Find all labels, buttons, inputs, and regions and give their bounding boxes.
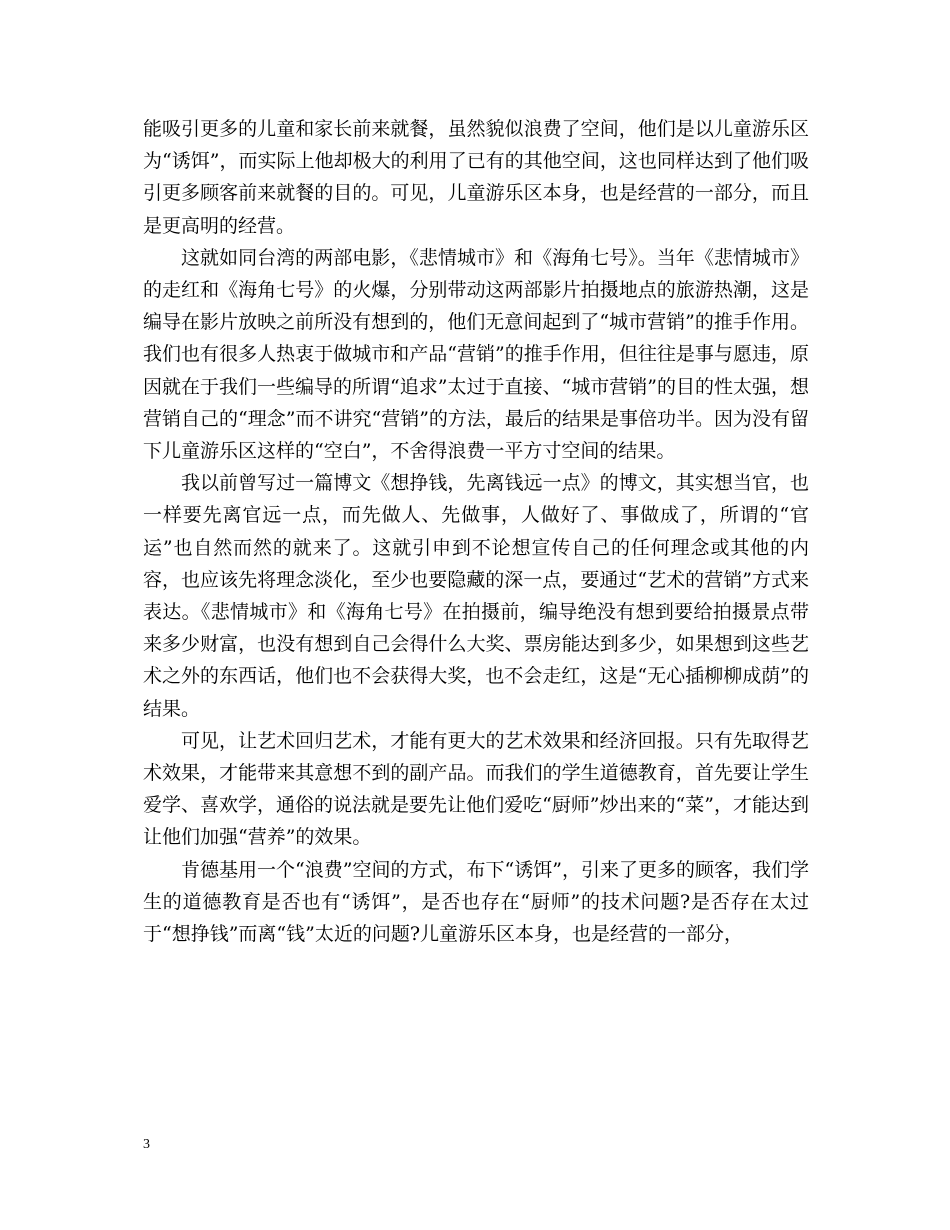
page-number: 3: [143, 1137, 150, 1152]
paragraph: 可见，让艺术回归艺术，才能有更大的艺术效果和经济回报。只有先取得艺术效果，才能带来其意想不到的副产品。而我们的学生道德教育，首先要让学生爱学、喜欢学，通俗的说法就是要先让他们爱吃“厨师”炒出来的“菜”，才能达到让他们加强“营养”的效果。: [143, 729, 809, 849]
paragraph: 能吸引更多的儿童和家长前来就餐，虽然貌似浪费了空间，他们是以儿童游乐区为“诱饵”，而实际上他却极大的利用了已有的其他空间，这也同样达到了他们吸引更多顾客前来就餐的目的。可见，儿童游乐区本身，也是经营的一部分，而且是更高明的经营。: [143, 118, 809, 237]
paragraph: 我以前曾写过一篇博文《想挣钱，先离钱远一点》的博文，其实想当官，也一样要先离官远一点，而先做人、先做事，人做好了、事做成了，所谓的“官运”也自然而然的就来了。这就引申到不论想宣传自己的任何理念或其他的内容，也应该先将理念淡化，至少也要隐藏的深一点，要通过“艺术的营销”方式来表达。《悲情城市》和《海角七号》在拍摄前，编导绝没有想到要给拍摄景点带来多少财富，也没有想到自己会得什么大奖、票房能达到多少，如果想到这些艺术之外的东西话，他们也不会获得大奖，也不会走红，这是“无心插柳柳成荫”的结果。: [143, 472, 809, 720]
paragraph: 肯德基用一个“浪费”空间的方式，布下“诱饵”，引来了更多的顾客，我们学生的道德教育是否也有“诱饵”，是否也存在“厨师”的技术问题?是否存在太过于“想挣钱”而离“钱”太近的问题?儿童游乐区本身，也是经营的一部分，: [143, 858, 809, 946]
document-body: [143, 113, 809, 950]
paragraph: 这就如同台湾的两部电影，《悲情城市》和《海角七号》。当年《悲情城市》的走红和《海角七号》的火爆，分别带动这两部影片拍摄地点的旅游热潮，这是编导在影片放映之前所没有想到的，他们无意间起到了“城市营销”的推手作用。我们也有很多人热衷于做城市和产品“营销”的推手作用，但往往是事与愿违，原因就在于我们一些编导的所谓“追求”太过于直接、“城市营销”的目的性太强，想营销自己的“理念”而不讲究“营销”的方法，最后的结果是事倍功半。因为没有留下儿童游乐区这样的“空白”，不舍得浪费一平方寸空间的结果。: [143, 246, 809, 463]
